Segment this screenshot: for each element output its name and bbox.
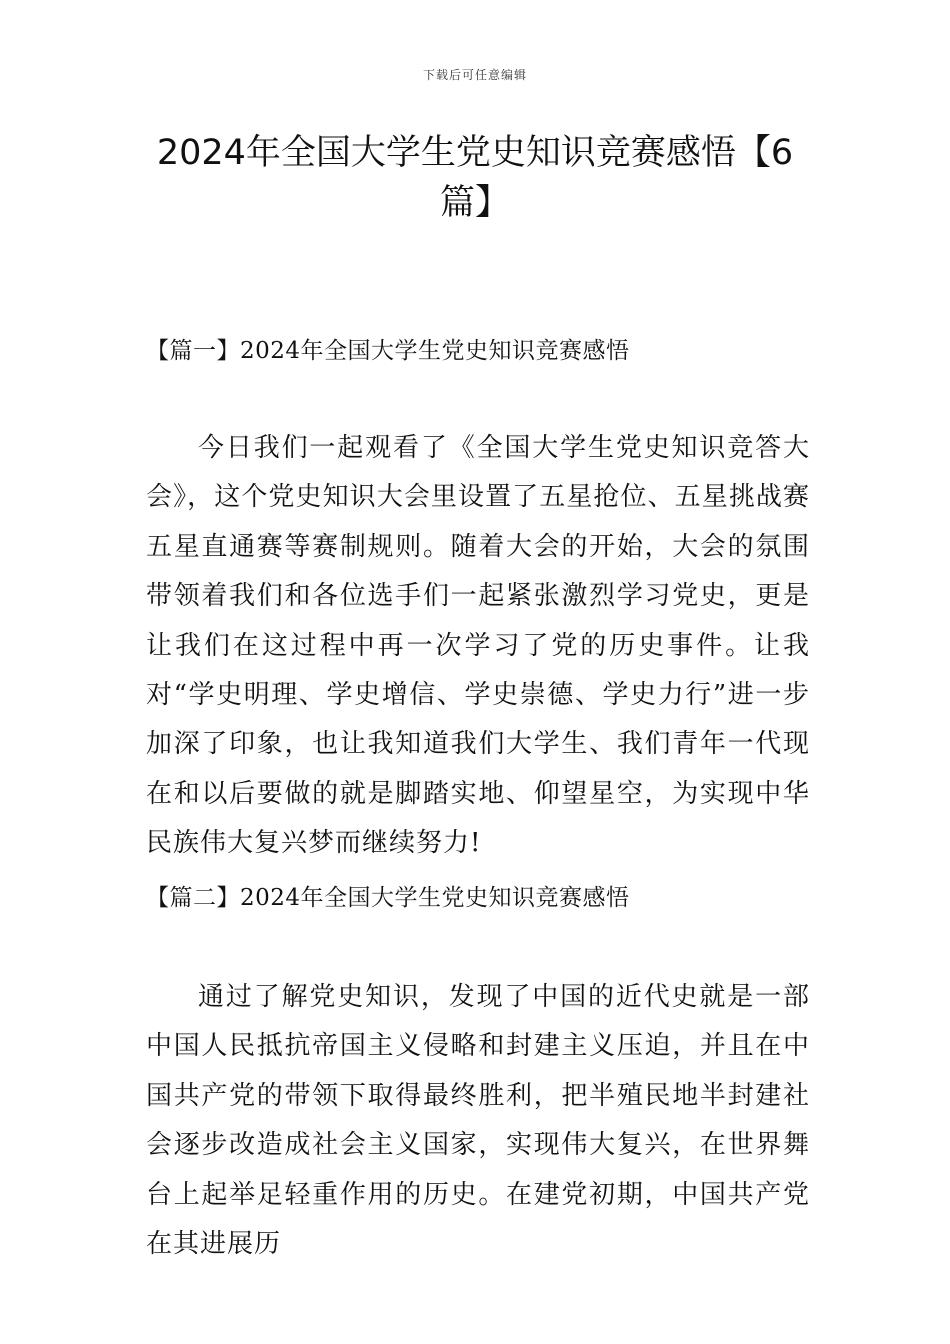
section-1-heading: 【篇一】2024年全国大学生党史知识竞赛感悟 [146,338,630,364]
section-1-heading-block [146,334,810,368]
section-2-heading: 【篇二】2024年全国大学生党史知识竞赛感悟 [146,885,630,911]
section-2-body [146,973,810,1269]
section-1-body [146,424,810,869]
document-title: 2024年全国大学生党史知识竞赛感悟【6篇】 [156,133,794,223]
section-2-heading-block [146,881,810,915]
section-2-paragraph: 通过了解党史知识，发现了中国的近代史就是一部中国人民抵抗帝国主义侵略和封建主义压迫，并且在中国共产党的带领下取得最终胜利，把半殖民地半封建社会逐步改造成社会主义国家，实现伟大复兴，在世界舞台上起举足轻重作用的历史。在建党初期，中国共产党在其进展历 [146,982,810,1260]
section-1-paragraph: 今日我们一起观看了《全国大学生党史知识竞答大会》，这个党史知识大会里设置了五星抢位、五星挑战赛五星直通赛等赛制规则。随着大会的开始，大会的氛围带领着我们和各位选手们一起紧张激烈学习党史，更是让我们在这过程中再一次学习了党的历史事件。让我对“学史明理、学史增信、学史崇德、学史力行”进一步加深了印象，也让我知道我们大学生、我们青年一代现在和以后要做的就是脚踏实地、仰望星空，为实现中华民族伟大复兴梦而继续努力! [146,433,810,859]
header-note: 下载后可任意编辑 [422,68,527,82]
